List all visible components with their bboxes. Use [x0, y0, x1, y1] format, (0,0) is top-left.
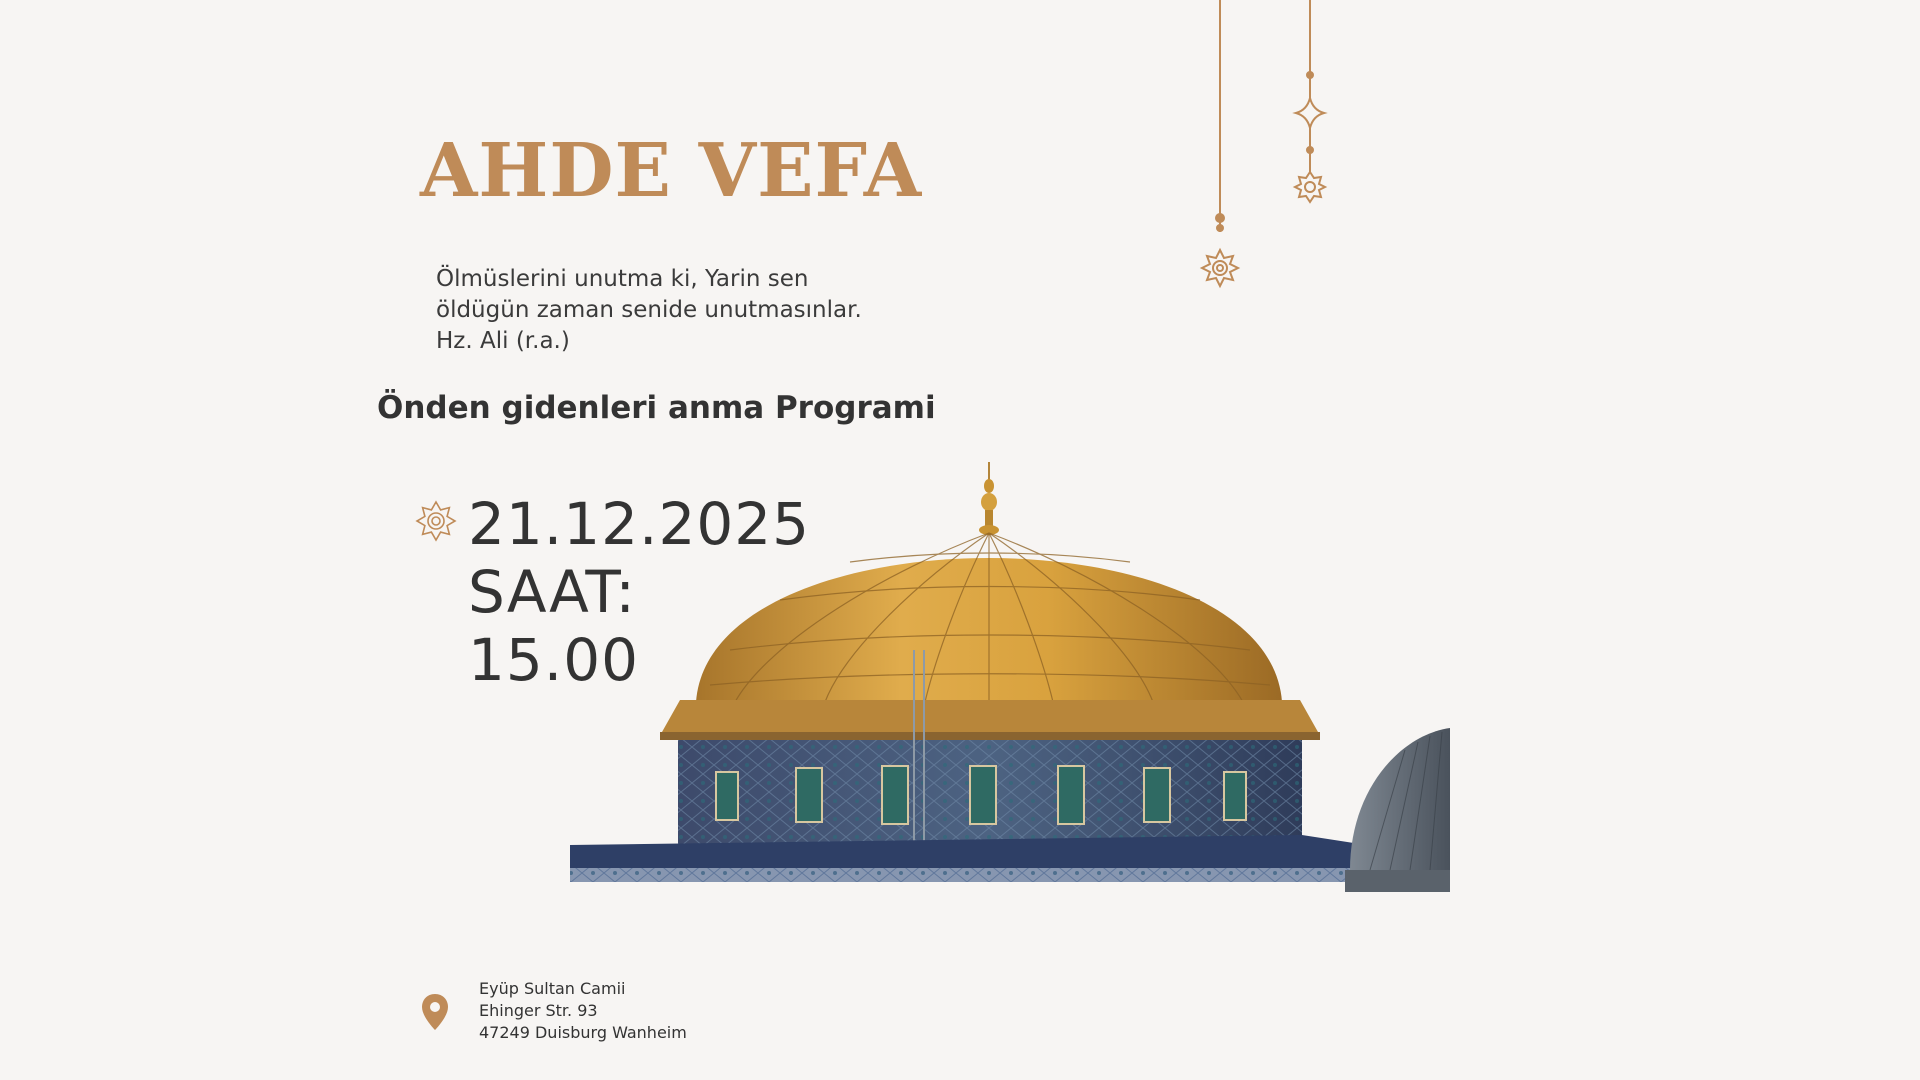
quote-line: öldügün zaman senide unutmasınlar. — [436, 297, 862, 323]
location-city: 47249 Duisburg Wanheim — [479, 1023, 687, 1042]
quote-line: Ölmüslerini unutma ki, Yarin sen — [436, 266, 809, 292]
star-ornament-icon — [414, 499, 458, 543]
hanging-lantern-icon — [1196, 0, 1244, 295]
event-date: 21.12.2025 — [468, 490, 811, 558]
event-time-label: SAAT: — [468, 558, 636, 626]
location-street: Ehinger Str. 93 — [479, 1001, 598, 1020]
program-subtitle: Önden gidenleri anma Programi — [377, 390, 936, 426]
event-time: 15.00 — [468, 626, 640, 694]
address-block — [479, 978, 687, 1044]
dome-of-the-rock-image — [560, 450, 1450, 980]
location-pin-icon — [420, 992, 450, 1032]
quote-attribution: Hz. Ali (r.a.) — [436, 328, 570, 354]
quote-block — [436, 264, 862, 357]
page-title: AHDE VEFA — [420, 128, 923, 214]
hanging-lantern-icon — [1288, 0, 1332, 210]
location-name: Eyüp Sultan Camii — [479, 979, 626, 998]
